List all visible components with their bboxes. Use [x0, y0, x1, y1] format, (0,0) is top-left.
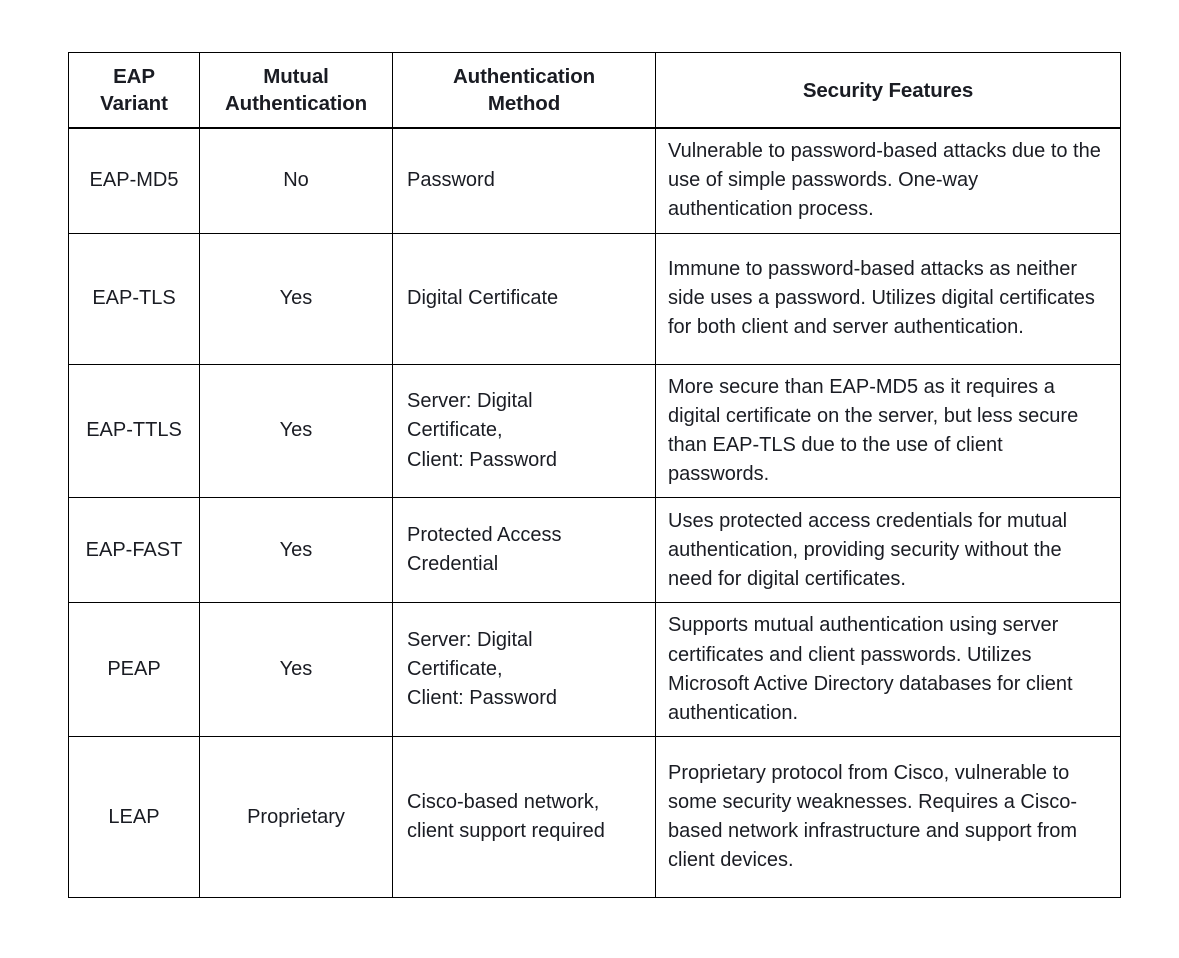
cell-security-features-text: Supports mutual authentication using server certificates and client passwords. Utilizes Microsoft Active Directory databases for client authentication.: [668, 614, 1073, 724]
cell-variant-text: EAP-TLS: [92, 287, 176, 310]
cell-variant-text: EAP-FAST: [85, 538, 183, 561]
column-header-security-features-line1: Security Features: [802, 78, 974, 102]
cell-security-features: [656, 498, 1121, 603]
cell-mutual-authentication-text: Yes: [279, 658, 313, 681]
cell-authentication-method-line1: Server: Digital: [407, 628, 533, 651]
cell-variant: [69, 603, 200, 737]
column-header-mutual-authentication: [200, 53, 393, 129]
cell-authentication-method-line2: Credential: [407, 553, 499, 576]
cell-mutual-authentication: [200, 737, 393, 898]
cell-security-features: [656, 233, 1121, 364]
cell-variant: [69, 498, 200, 603]
cell-mutual-authentication-text: Proprietary: [247, 805, 345, 828]
cell-authentication-method: [393, 233, 656, 364]
cell-authentication-method-text: [393, 276, 655, 321]
cell-authentication-method-line1: Server: Digital: [407, 389, 533, 412]
cell-authentication-method-line3: Client: Password: [407, 687, 558, 710]
cell-authentication-method-line1: Protected Access: [407, 524, 562, 547]
column-header-eap-variant-line2: Variant: [100, 92, 168, 116]
cell-authentication-method-line2: Certificate,: [407, 658, 503, 681]
table-body: [69, 128, 1121, 898]
cell-variant: [69, 128, 200, 233]
cell-mutual-authentication-text: Yes: [279, 287, 313, 310]
cell-variant-text: EAP-MD5: [89, 169, 179, 192]
column-header-mutual-authentication-line1: Mutual: [263, 65, 329, 88]
table-row: [69, 498, 1121, 603]
column-header-mutual-authentication-line2: Authentication: [224, 92, 368, 116]
column-header-authentication-method-line2: Method: [487, 92, 561, 116]
cell-mutual-authentication: [200, 128, 393, 233]
column-header-security-features: [656, 53, 1121, 129]
table-header-row: [69, 53, 1121, 129]
column-header-eap-variant: [69, 53, 200, 129]
cell-security-features-text: Vulnerable to password-based attacks due to the use of simple passwords. One-way authentication process.: [668, 140, 1101, 221]
cell-security-features-text: Proprietary protocol from Cisco, vulnerable to some security weaknesses. Requires a Cisco-based network infrastructure and support from client devices.: [668, 761, 1078, 872]
cell-mutual-authentication: [200, 233, 393, 364]
cell-authentication-method-line2: client support required: [407, 820, 605, 843]
cell-security-features: [656, 128, 1121, 233]
table-row: [69, 737, 1121, 898]
cell-authentication-method-text: [393, 513, 655, 588]
cell-mutual-authentication: [200, 498, 393, 603]
cell-authentication-method: [393, 498, 656, 603]
cell-authentication-method: [393, 603, 656, 737]
cell-mutual-authentication-text: No: [283, 169, 309, 192]
eap-comparison-table: [68, 52, 1121, 898]
cell-authentication-method-text: [393, 158, 655, 203]
cell-variant: [69, 737, 200, 898]
cell-security-features: [656, 737, 1121, 898]
column-header-authentication-method: [393, 53, 656, 129]
cell-authentication-method-text: [393, 618, 655, 722]
cell-variant-text: EAP-TTLS: [86, 419, 182, 442]
cell-authentication-method-line2: Certificate,: [407, 419, 503, 442]
cell-mutual-authentication-text: Yes: [279, 538, 313, 561]
cell-variant: [69, 233, 200, 364]
cell-mutual-authentication-text: Yes: [279, 419, 313, 442]
cell-variant: [69, 364, 200, 498]
cell-authentication-method: [393, 737, 656, 898]
table-row: [69, 603, 1121, 737]
cell-security-features-text: Uses protected access credentials for mutual authentication, providing security without the need for digital certificates.: [668, 509, 1068, 590]
table-row: [69, 364, 1121, 498]
cell-authentication-method-text: [393, 780, 655, 855]
cell-security-features: [656, 364, 1121, 498]
table-header: [69, 53, 1121, 129]
cell-authentication-method: [393, 128, 656, 233]
cell-security-features-text: More secure than EAP-MD5 as it requires a digital certificate on the server, but less secure than EAP-TLS due to the use of client passwords.: [668, 375, 1079, 486]
cell-authentication-method-line1: Cisco-based network,: [407, 790, 600, 813]
cell-variant-text: LEAP: [108, 805, 160, 828]
table-row: [69, 233, 1121, 364]
eap-comparison-table-container: [68, 52, 1120, 898]
cell-authentication-method-line3: Client: Password: [407, 448, 558, 471]
cell-authentication-method-line1: Digital Certificate: [407, 286, 559, 309]
column-header-authentication-method-line1: Authentication: [452, 65, 596, 88]
cell-authentication-method: [393, 364, 656, 498]
cell-security-features: [656, 603, 1121, 737]
cell-security-features-text: Immune to password-based attacks as neither side uses a password. Utilizes digital certificates for both client and server authentication.: [668, 257, 1095, 339]
column-header-eap-variant-line1: EAP: [113, 65, 155, 88]
cell-mutual-authentication: [200, 364, 393, 498]
cell-mutual-authentication: [200, 603, 393, 737]
cell-variant-text: PEAP: [107, 658, 161, 681]
table-row: [69, 128, 1121, 233]
cell-authentication-method-line1: Password: [407, 169, 495, 192]
cell-authentication-method-text: [393, 379, 655, 483]
